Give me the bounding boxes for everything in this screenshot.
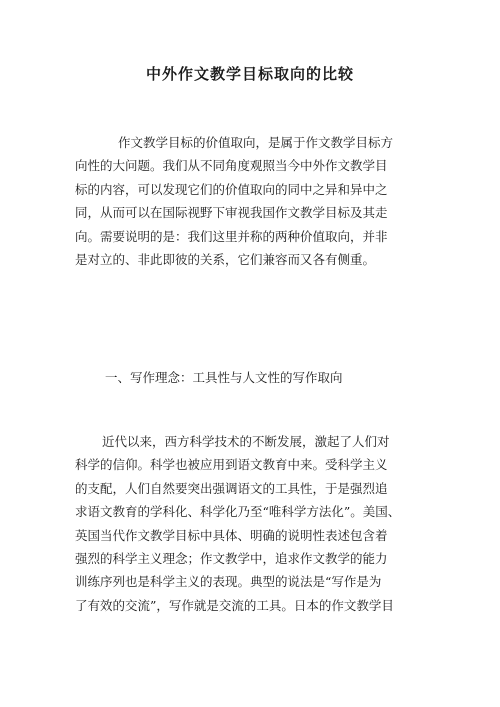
text-line: 作文教学目标的价值取向，是属于作文教学目标方 <box>118 135 394 150</box>
text-line: 向。需要说明的是：我们这里并称的两种价值取向，并非 <box>75 228 388 244</box>
text-line: 向性的大问题。我们从不同角度观照当今中外作文教学目 <box>75 158 388 174</box>
intro-paragraph <box>75 131 435 271</box>
text-line: 同，从而可以在国际视野下审视我国作文教学目标及其走 <box>75 205 388 221</box>
text-line: 标的内容，可以发现它们的价值取向的同中之异和异中之 <box>75 181 388 197</box>
text-line: 求语文教育的学科化、科学化乃至“唯科学方法化”。美国、 <box>75 504 401 520</box>
text-line: 英国当代作文教学目标中具体、明确的说明性表述包含着 <box>75 527 388 543</box>
text-line: 是对立的、非此即彼的关系，它们兼容而又各有侧重。 <box>75 252 376 268</box>
section-heading: 一、写作理念：工具性与人文性的写作取向 <box>105 370 343 385</box>
section-paragraph <box>75 430 435 617</box>
text-line: 训练序列也是科学主义的表现。典型的说法是“写作是为 <box>75 574 382 590</box>
text-line: 科学的信仰。科学也被应用到语文教育中来。受科学主义 <box>75 457 388 473</box>
text-line: 近代以来，西方科学技术的不断发展，激起了人们对 <box>102 434 390 449</box>
text-line: 强烈的科学主义理念；作文教学中，追求作文教学的能力 <box>75 551 388 567</box>
text-line: 了有效的交流”，写作就是交流的工具。日本的作文教学目 <box>75 597 394 613</box>
document-title: 中外作文教学目标取向的比较 <box>145 65 354 83</box>
text-line: 的支配，人们自然要突出强调语文的工具性，于是强烈追 <box>75 480 388 496</box>
